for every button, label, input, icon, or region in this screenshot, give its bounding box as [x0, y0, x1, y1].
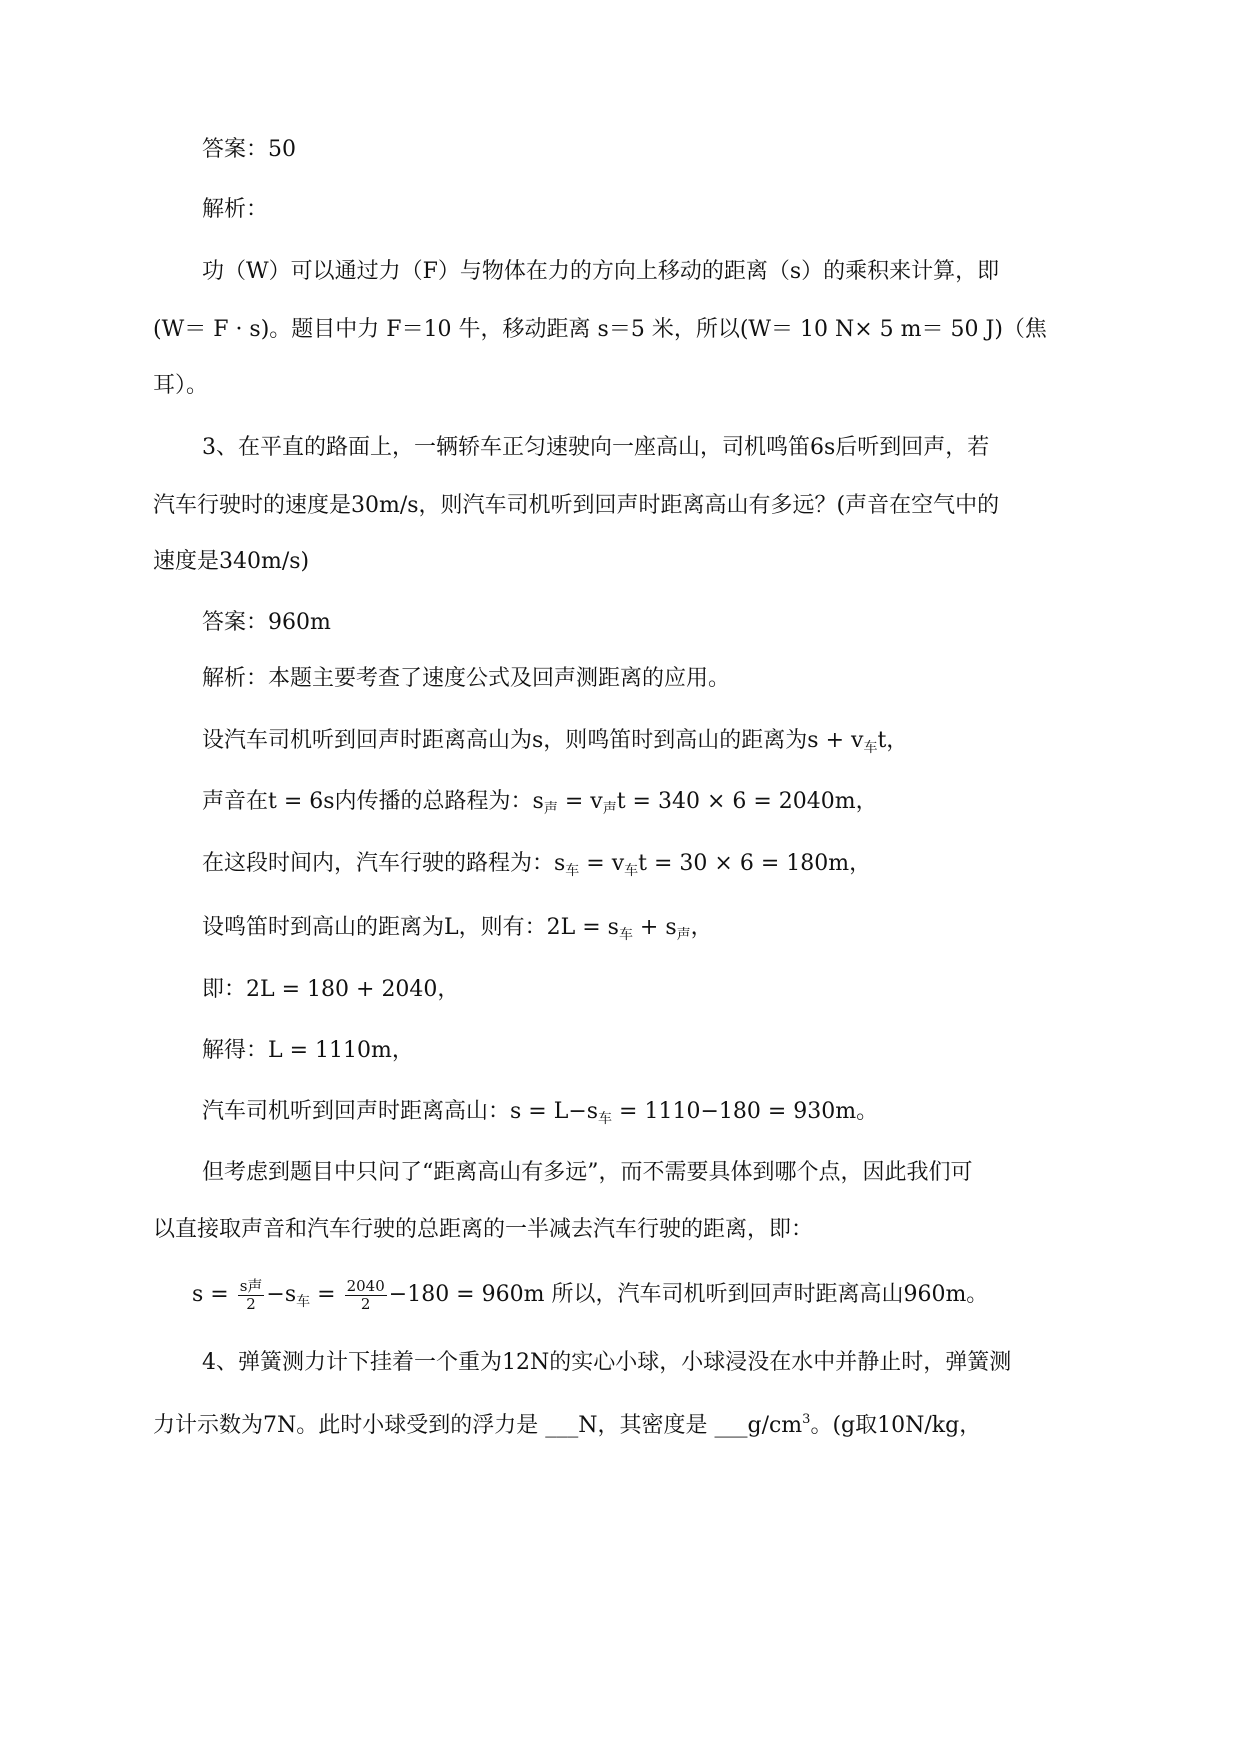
fraction [345, 1278, 387, 1313]
text: + s [632, 915, 677, 940]
superscript: 3 [802, 1412, 811, 1427]
subscript: 车 [598, 1111, 613, 1127]
analysis-3-step-7 [202, 1097, 878, 1134]
question-3-line-1: 3、在平直的路面上，一辆轿车正匀速驶向一座高山，司机鸣笛6s后听到回声，若 [202, 435, 990, 460]
analysis-3-note-line-1: 但考虑到题目中只问了“距离高山有多远”，而不需要具体到哪个点，因此我们可 [202, 1160, 973, 1185]
text: −180 = 960m 所以，汽车司机听到回声时距离高山960m。 [388, 1282, 989, 1307]
answer-1: 答案：50 [202, 137, 296, 162]
subscript: 车 [296, 1294, 311, 1310]
text: 汽车司机听到回声时距离高山：s = L−s [202, 1099, 599, 1124]
analysis-3-step-3 [202, 849, 871, 886]
analysis-3-formula [192, 1272, 988, 1325]
analysis-3-note-line-2: 以直接取声音和汽车行驶的总距离的一半减去汽车行驶的距离，即： [153, 1217, 814, 1242]
analysis-1-line-3: 耳）。 [153, 373, 209, 398]
text: 设鸣笛时到高山的距离为L，则有：2L = s [202, 915, 619, 940]
subscript: 车 [624, 863, 639, 879]
fraction [238, 1278, 265, 1313]
analysis-1-line-1: 功（W）可以通过力（F）与物体在力的方向上移动的距离（s）的乘积来计算，即 [202, 259, 1000, 284]
analysis-3-step-1 [202, 726, 908, 763]
text: −s [266, 1282, 297, 1307]
question-3-line-2: 汽车行驶时的速度是30m/s，则汽车司机听到回声时距离高山有多远？(声音在空气中的 [153, 493, 1000, 518]
analysis-1-line-2: (W＝ F · s)。题目中力 F＝10 牛，移动距离 s＝5 米，所以(W＝ 10 N× 5 m＝ 50 J)（焦 [153, 317, 1047, 342]
text: 。(g取10N/kg， [810, 1413, 982, 1438]
text: 设汽车司机听到回声时距离高山为s，则鸣笛时到高山的距离为s + v [202, 728, 864, 753]
text: s = [192, 1282, 236, 1307]
text: 在这段时间内，汽车行驶的路程为：s [202, 851, 566, 876]
analysis-3-step-2 [202, 787, 878, 824]
text: 力计示数为7N。此时小球受到的浮力是 ___N，其密度是 ___g/cm [153, 1413, 803, 1438]
question-3-line-3: 速度是340m/s) [153, 549, 310, 574]
question-4-line-2 [153, 1405, 981, 1441]
subscript: 声 [602, 801, 617, 817]
question-4-line-1: 4、弹簧测力计下挂着一个重为12N的实心小球，小球浸没在水中并静止时，弹簧测 [202, 1350, 1012, 1375]
text: = 1110−180 = 930m。 [612, 1099, 879, 1124]
subscript: 声 [543, 801, 558, 817]
fraction-numerator: s声 [239, 1276, 263, 1295]
analysis-3-intro: 解析：本题主要考查了速度公式及回声测距离的应用。 [202, 666, 731, 691]
text: = [310, 1282, 343, 1307]
fraction-numerator: 2040 [346, 1276, 385, 1295]
text: t = 30 × 6 = 180m， [638, 851, 872, 876]
subscript: 车 [565, 863, 580, 879]
fraction-denominator: 2 [360, 1294, 371, 1313]
subscript: 声 [676, 927, 691, 943]
fraction-denominator: 2 [246, 1294, 256, 1313]
subscript: 车 [618, 927, 633, 943]
text: t = 340 × 6 = 2040m， [616, 789, 878, 814]
answer-3: 答案：960m [202, 610, 331, 635]
text: ， [690, 915, 713, 940]
text: t， [877, 728, 909, 753]
text: 声音在t = 6s内传播的总路程为：s [202, 789, 544, 814]
analysis-3-step-6: 解得：L = 1110m， [202, 1038, 414, 1063]
subscript: 车 [863, 740, 878, 756]
analysis-3-step-5: 即：2L = 180 + 2040， [202, 977, 460, 1002]
analysis-1-label: 解析： [202, 197, 269, 222]
analysis-3-step-4 [202, 913, 713, 950]
text: = v [579, 851, 625, 876]
text: = v [557, 789, 603, 814]
